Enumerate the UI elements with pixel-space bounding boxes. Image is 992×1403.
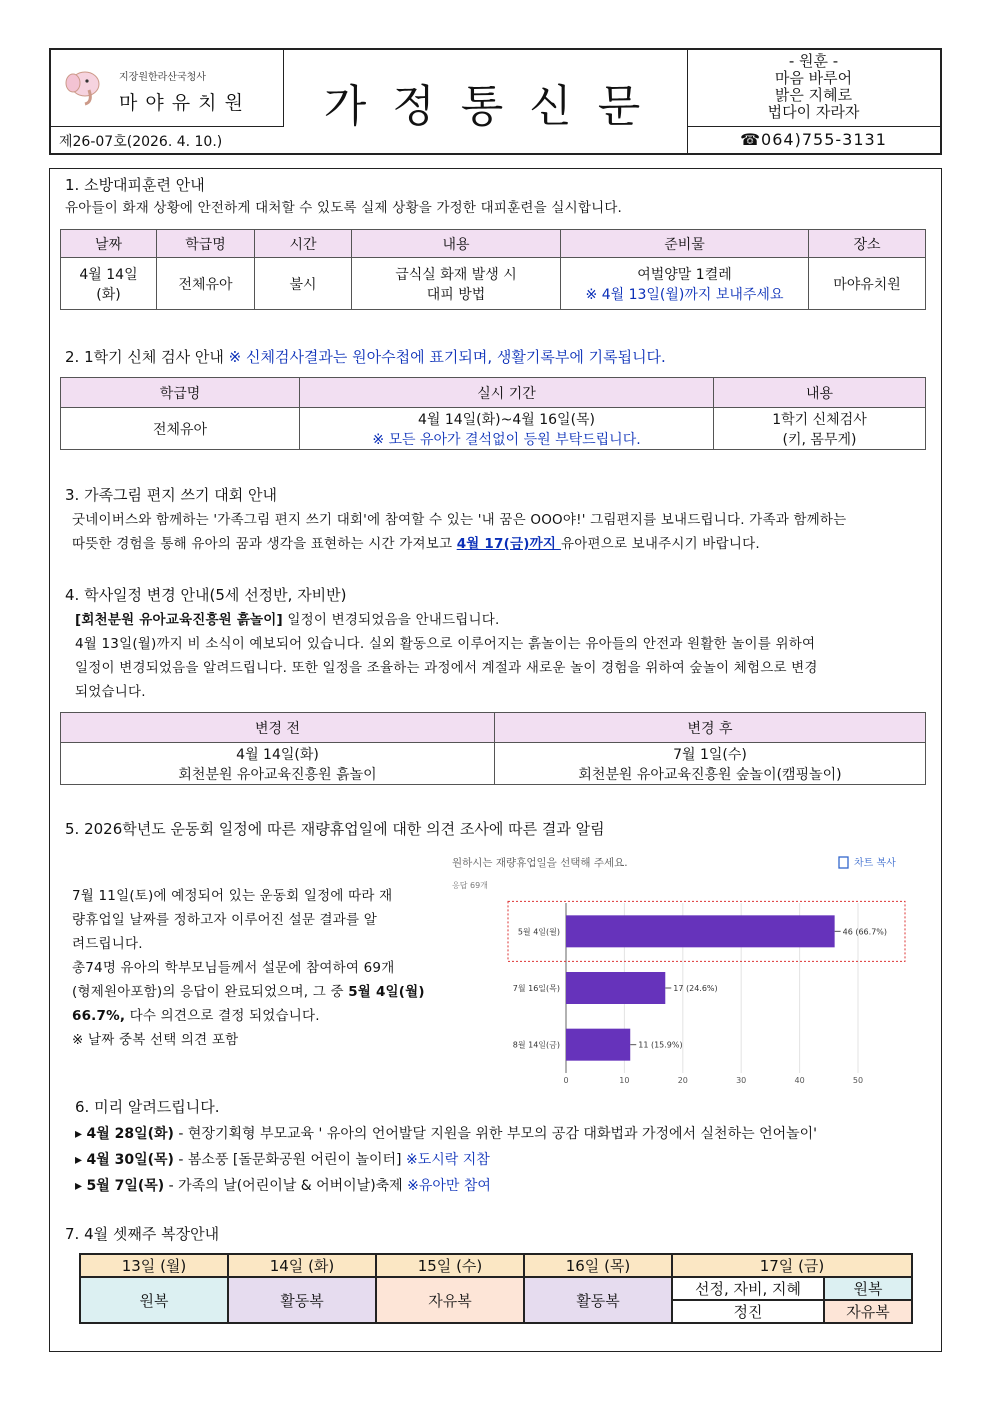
section-4-title: 4. 학사일정 변경 안내(5세 선정반, 자비반): [65, 586, 347, 604]
motto-line: 법다이 자라자: [767, 103, 860, 121]
table-cell: 4월 14일(화) 회천분원 유아교육진흥원 흙놀이: [61, 743, 495, 785]
tick-label: 50: [852, 1076, 864, 1085]
table-cell: 4월 14일 (화): [61, 258, 157, 310]
section-5-body: 7월 11일(토)에 예정되어 있는 운동회 일정에 따라 재 량휴업일 날짜를 정하고자 이루어진 설문 결과를 알 려드립니다. 총74명 유아의 학부모님들께서 설문에 참여하여 69개 (형제원아포함)의 응답이 완료되었으며, 그 중 5월 4일(월) 66.7%, 다수 의견으로 결정 되었습니다. ※ 날짜 중복 선택 의견 포함: [72, 888, 425, 1048]
data-label: 46 (66.7%): [842, 927, 888, 937]
table-cell: 전체유아: [157, 258, 255, 310]
day-header: 17일 (금): [672, 1254, 912, 1277]
section-6-title: 6. 미리 알려드립니다.: [75, 1098, 220, 1116]
list-item: ▸ 4월 28일(화) - 현장기획형 부모교육 ' 유아의 언어발달 지원을 위한 부모의 공감 대화법과 가정에서 실천하는 언어놀이': [75, 1126, 818, 1142]
col-header: 실시 기간: [300, 378, 714, 408]
chart-bar: [566, 972, 665, 1004]
chart-bar: [566, 1029, 630, 1061]
category-label: 8월 14일(금): [512, 1040, 560, 1050]
col-header: 날짜: [61, 230, 157, 258]
notice-list: [75, 1121, 945, 1199]
col-header: 변경 후: [495, 713, 926, 743]
col-header: 시간: [255, 230, 352, 258]
tick-label: 10: [619, 1076, 630, 1085]
table-cell: 전체유아: [61, 408, 300, 450]
schedule-change-table: [60, 712, 926, 785]
col-header: 학급명: [61, 378, 300, 408]
page-title: 가 정 통 신 문: [323, 81, 647, 132]
day-header: 13일 (월): [80, 1254, 228, 1277]
elephant-logo-icon: [63, 64, 107, 108]
fire-drill-table: [60, 229, 926, 310]
motto-cell: [687, 50, 940, 127]
table-cell: 4월 14일(화)~4월 16일(목) ※ 모든 유아가 결석없이 등원 부탁드립니다.: [300, 408, 714, 450]
table-cell: 7월 1일(수) 회천분원 유아교육진흥원 숲놀이(캠핑놀이): [495, 743, 926, 785]
wear-cell: 정진: [672, 1300, 824, 1323]
wear-cell: 원복: [80, 1277, 228, 1323]
header-box: [49, 48, 942, 155]
table-cell: 불시: [255, 258, 352, 310]
col-header: 변경 전: [61, 713, 495, 743]
dress-code-table: [79, 1253, 913, 1324]
wear-cell: 원복: [824, 1277, 912, 1300]
day-header: 14일 (화): [228, 1254, 376, 1277]
section-4-body: [회천분원 유아교육진흥원 흙놀이] 일정이 변경되었음을 안내드립니다. 4월 13일(월)까지 비 소식이 예보되어 있습니다. 실외 활동으로 이루어지는 흙놀이는 유아들의 안전과 원활한 놀이를 위하여 일정이 변경되었음을 알려드립니다. 또한 일정을 조율하는 과정에서 계절과 새로운 놀이 경험을 위하여 숲놀이 체험으로 변경 되었습니다.: [75, 612, 818, 700]
data-label: 17 (24.6%): [673, 984, 718, 993]
category-label: 5월 4일(월): [517, 927, 560, 937]
section-7-title: 7. 4월 셋째주 복장안내: [65, 1225, 220, 1243]
section-3-body: 굿네이버스와 함께하는 '가족그림 편지 쓰기 대회'에 참여할 수 있는 '내 꿈은 OOO야!' 그림편지를 보내드립니다. 가족과 함께하는 따뜻한 경험을 통해 유아의 꿈과 생각을 표현하는 시간 가져보고 4월 17(금)까지 유아편으로 보내주시기 바랍니다.: [72, 512, 847, 552]
section-2-title: 2. 1학기 신체 검사 안내 ※ 신체검사결과는 원아수첩에 표기되며, 생활기록부에 기록됩니다.: [65, 348, 666, 366]
tick-label: 0: [563, 1076, 569, 1085]
day-header: 15일 (수): [376, 1254, 524, 1277]
col-header: 장소: [809, 230, 926, 258]
issue-cell: [51, 126, 283, 154]
motto-line: 밝은 지혜로: [774, 86, 853, 104]
org-name: 지장원한라산국청사: [119, 72, 206, 83]
table-cell: 급식실 화재 발생 시 대피 방법: [352, 258, 561, 310]
copy-icon: [839, 857, 848, 868]
section-1-title: 1. 소방대피훈련 안내: [65, 176, 205, 194]
chart-subtitle: 응답 69개: [452, 881, 488, 890]
motto-title: - 원훈 -: [788, 52, 839, 70]
tick-label: 40: [794, 1076, 805, 1085]
section-1-desc: 유아들이 화재 상황에 안전하게 대처할 수 있도록 실제 상황을 가정한 대피훈련을 실시합니다.: [65, 200, 623, 216]
tick-label: 30: [736, 1076, 747, 1085]
section-5-title: 5. 2026학년도 운동회 일정에 따른 재량휴업일에 대한 의견 조사에 따른 결과 알림: [65, 820, 605, 838]
survey-bar-chart: [450, 848, 920, 1088]
issue-number: 제26-07호(2026. 4. 10.): [59, 134, 223, 150]
col-header: 내용: [352, 230, 561, 258]
chart-title: 원하시는 재량휴업일을 선택해 주세요.: [452, 857, 628, 869]
wear-cell: 자유복: [824, 1300, 912, 1323]
phone-number: ☎064)755-3131: [740, 130, 887, 149]
list-item: ▸ 5월 7일(목) - 가족의 날(어린이날 & 어버이날)축제 ※유아만 참여: [75, 1178, 491, 1194]
checkup-table: [60, 377, 926, 450]
school-logo-cell: [51, 50, 284, 127]
phone-cell: [687, 126, 940, 154]
copy-chart-button[interactable]: [839, 856, 896, 869]
table-cell: 마야유치원: [809, 258, 926, 310]
col-header: 학급명: [157, 230, 255, 258]
chart-bar: [566, 915, 835, 947]
motto-line: 마음 바루어: [774, 69, 853, 87]
wear-cell: 활동복: [228, 1277, 376, 1323]
copy-chart-label: 차트 복사: [854, 858, 896, 869]
data-label: 11 (15.9%): [638, 1040, 683, 1050]
day-header: 16일 (목): [524, 1254, 672, 1277]
col-header: 준비물: [561, 230, 809, 258]
category-label: 7월 16일(목): [512, 984, 560, 993]
school-name: 마 야 유 치 원: [119, 92, 244, 114]
wear-cell: 선정, 자비, 지혜: [672, 1277, 824, 1300]
section-3-title: 3. 가족그림 편지 쓰기 대회 안내: [65, 486, 278, 504]
tick-label: 20: [677, 1076, 688, 1085]
table-cell: 여벌양말 1켤레 ※ 4월 13일(월)까지 보내주세요: [561, 258, 809, 310]
wear-cell: 활동복: [524, 1277, 672, 1323]
list-item: ▸ 4월 30일(목) - 봄소풍 [돌문화공원 어린이 놀이터] ※도시락 지참: [75, 1152, 490, 1168]
title-cell: [283, 50, 688, 154]
wear-cell: 자유복: [376, 1277, 524, 1323]
table-cell: 1학기 신체검사 (키, 몸무게): [714, 408, 926, 450]
col-header: 내용: [714, 378, 926, 408]
